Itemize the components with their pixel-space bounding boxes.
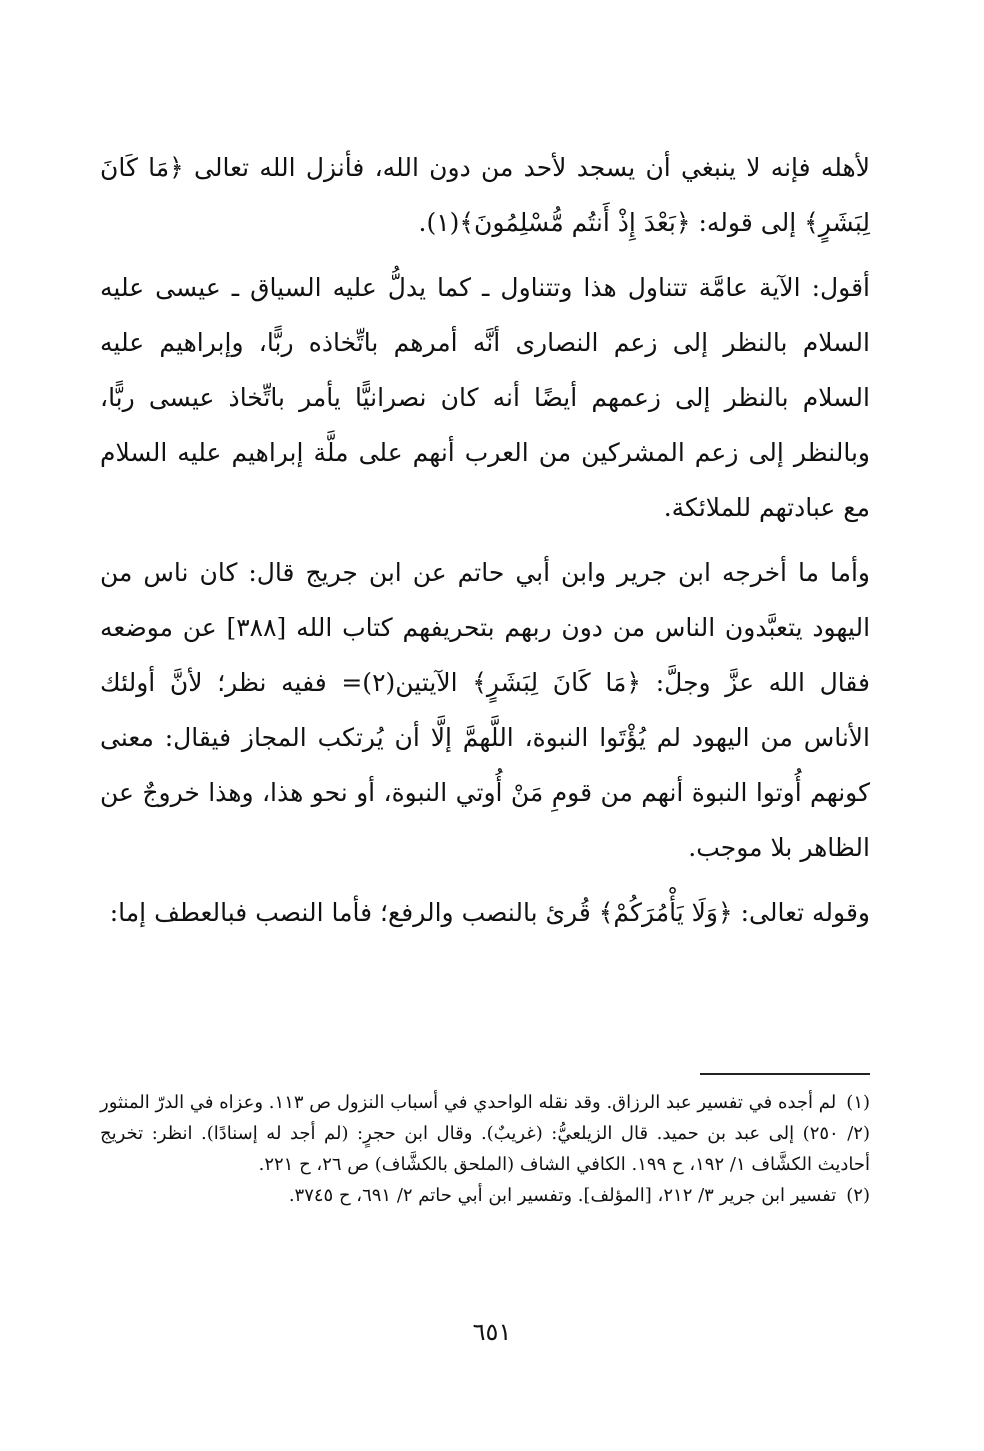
footnote-1-number: (١) — [846, 1092, 871, 1113]
footnote-2 — [100, 1180, 870, 1211]
footnote-divider — [700, 1073, 870, 1075]
paragraph-4: وقوله تعالى: ﴿وَلَا يَأْمُرَكُمْ﴾ قُرئ بالنصب والرفع؛ فأما النصب فبالعطف إما: — [109, 898, 870, 927]
footnotes — [100, 1073, 870, 1211]
paragraph-3: وأما ما أخرجه ابن جرير وابن أبي حاتم عن ابن جريج قال: كان ناس من اليهود يتعبَّدون الناس من دون ربهم بتحريفهم كتاب الله [٣٨٨] عن موضعه فقال الله عزَّ وجلَّ: ﴿مَا كَانَ لِبَشَرٍ﴾ الآيتين(٢)= ففيه نظر؛ لأنَّ أولئك الأناس من اليهود لم يُؤْتَوا النبوة، اللَّهمَّ إلَّا أن يُرتكب المجاز فيقال: معنى كونهم أُوتوا النبوة أنهم من قومِ مَنْ أُوتي النبوة، أو نحو هذا، وهذا خروجٌ عن الظاهر بلا موجب. — [100, 558, 871, 862]
footnote-2-text: تفسير ابن جرير ٣/ ٢١٢، [المؤلف]. وتفسير ابن أبي حاتم ٢/ ٦٩١، ح ٣٧٤٥. — [288, 1185, 837, 1206]
footnote-2-number: (٢) — [846, 1185, 870, 1206]
paragraph-1: لأهله فإنه لا ينبغي أن يسجد لأحد من دون الله، فأنزل الله تعالى ﴿مَا كَانَ لِبَشَرٍ﴾ إلى قوله: ﴿بَعْدَ إِذْ أَنتُم مُّسْلِمُونَ﴾(١). — [100, 153, 870, 237]
footnote-1-text: لم أجده في تفسير عبد الرزاق. وقد نقله الواحدي في أسباب النزول ص ١١٣. وعزاه في الدرّ المنثور (٢/ ٢٥٠) إلى عبد بن حميد. قال الزيلعيُّ: (غريبٌ). وقال ابن حجرٍ: (لم أجد له إسنادًا). انظر: تخريج أحاديث الكشَّاف ١/ ١٩٢، ح ١٩٩. الكافي الشاف (الملحق بالكشَّاف) ص ٢٦، ح ٢٢١. — [100, 1092, 870, 1175]
paragraph-2: أقول: الآية عامَّة تتناول هذا وتتناول ـ كما يدلُّ عليه السياق ـ عيسى عليه السلام بالنظر إلى زعم النصارى أنَّه أمرهم باتِّخاذه ربًّا، وإبراهيم عليه السلام بالنظر إلى زعمهم أيضًا أنه كان نصرانيًّا يأمر باتِّخاذ عيسى ربًّا، وبالنظر إلى زعم المشركين من العرب أنهم على ملَّة إبراهيم عليه السلام مع عبادتهم للملائكة. — [100, 273, 870, 522]
page-number: ٦٥١ — [472, 1318, 512, 1346]
footnote-1 — [100, 1087, 870, 1180]
main-text — [100, 140, 870, 950]
